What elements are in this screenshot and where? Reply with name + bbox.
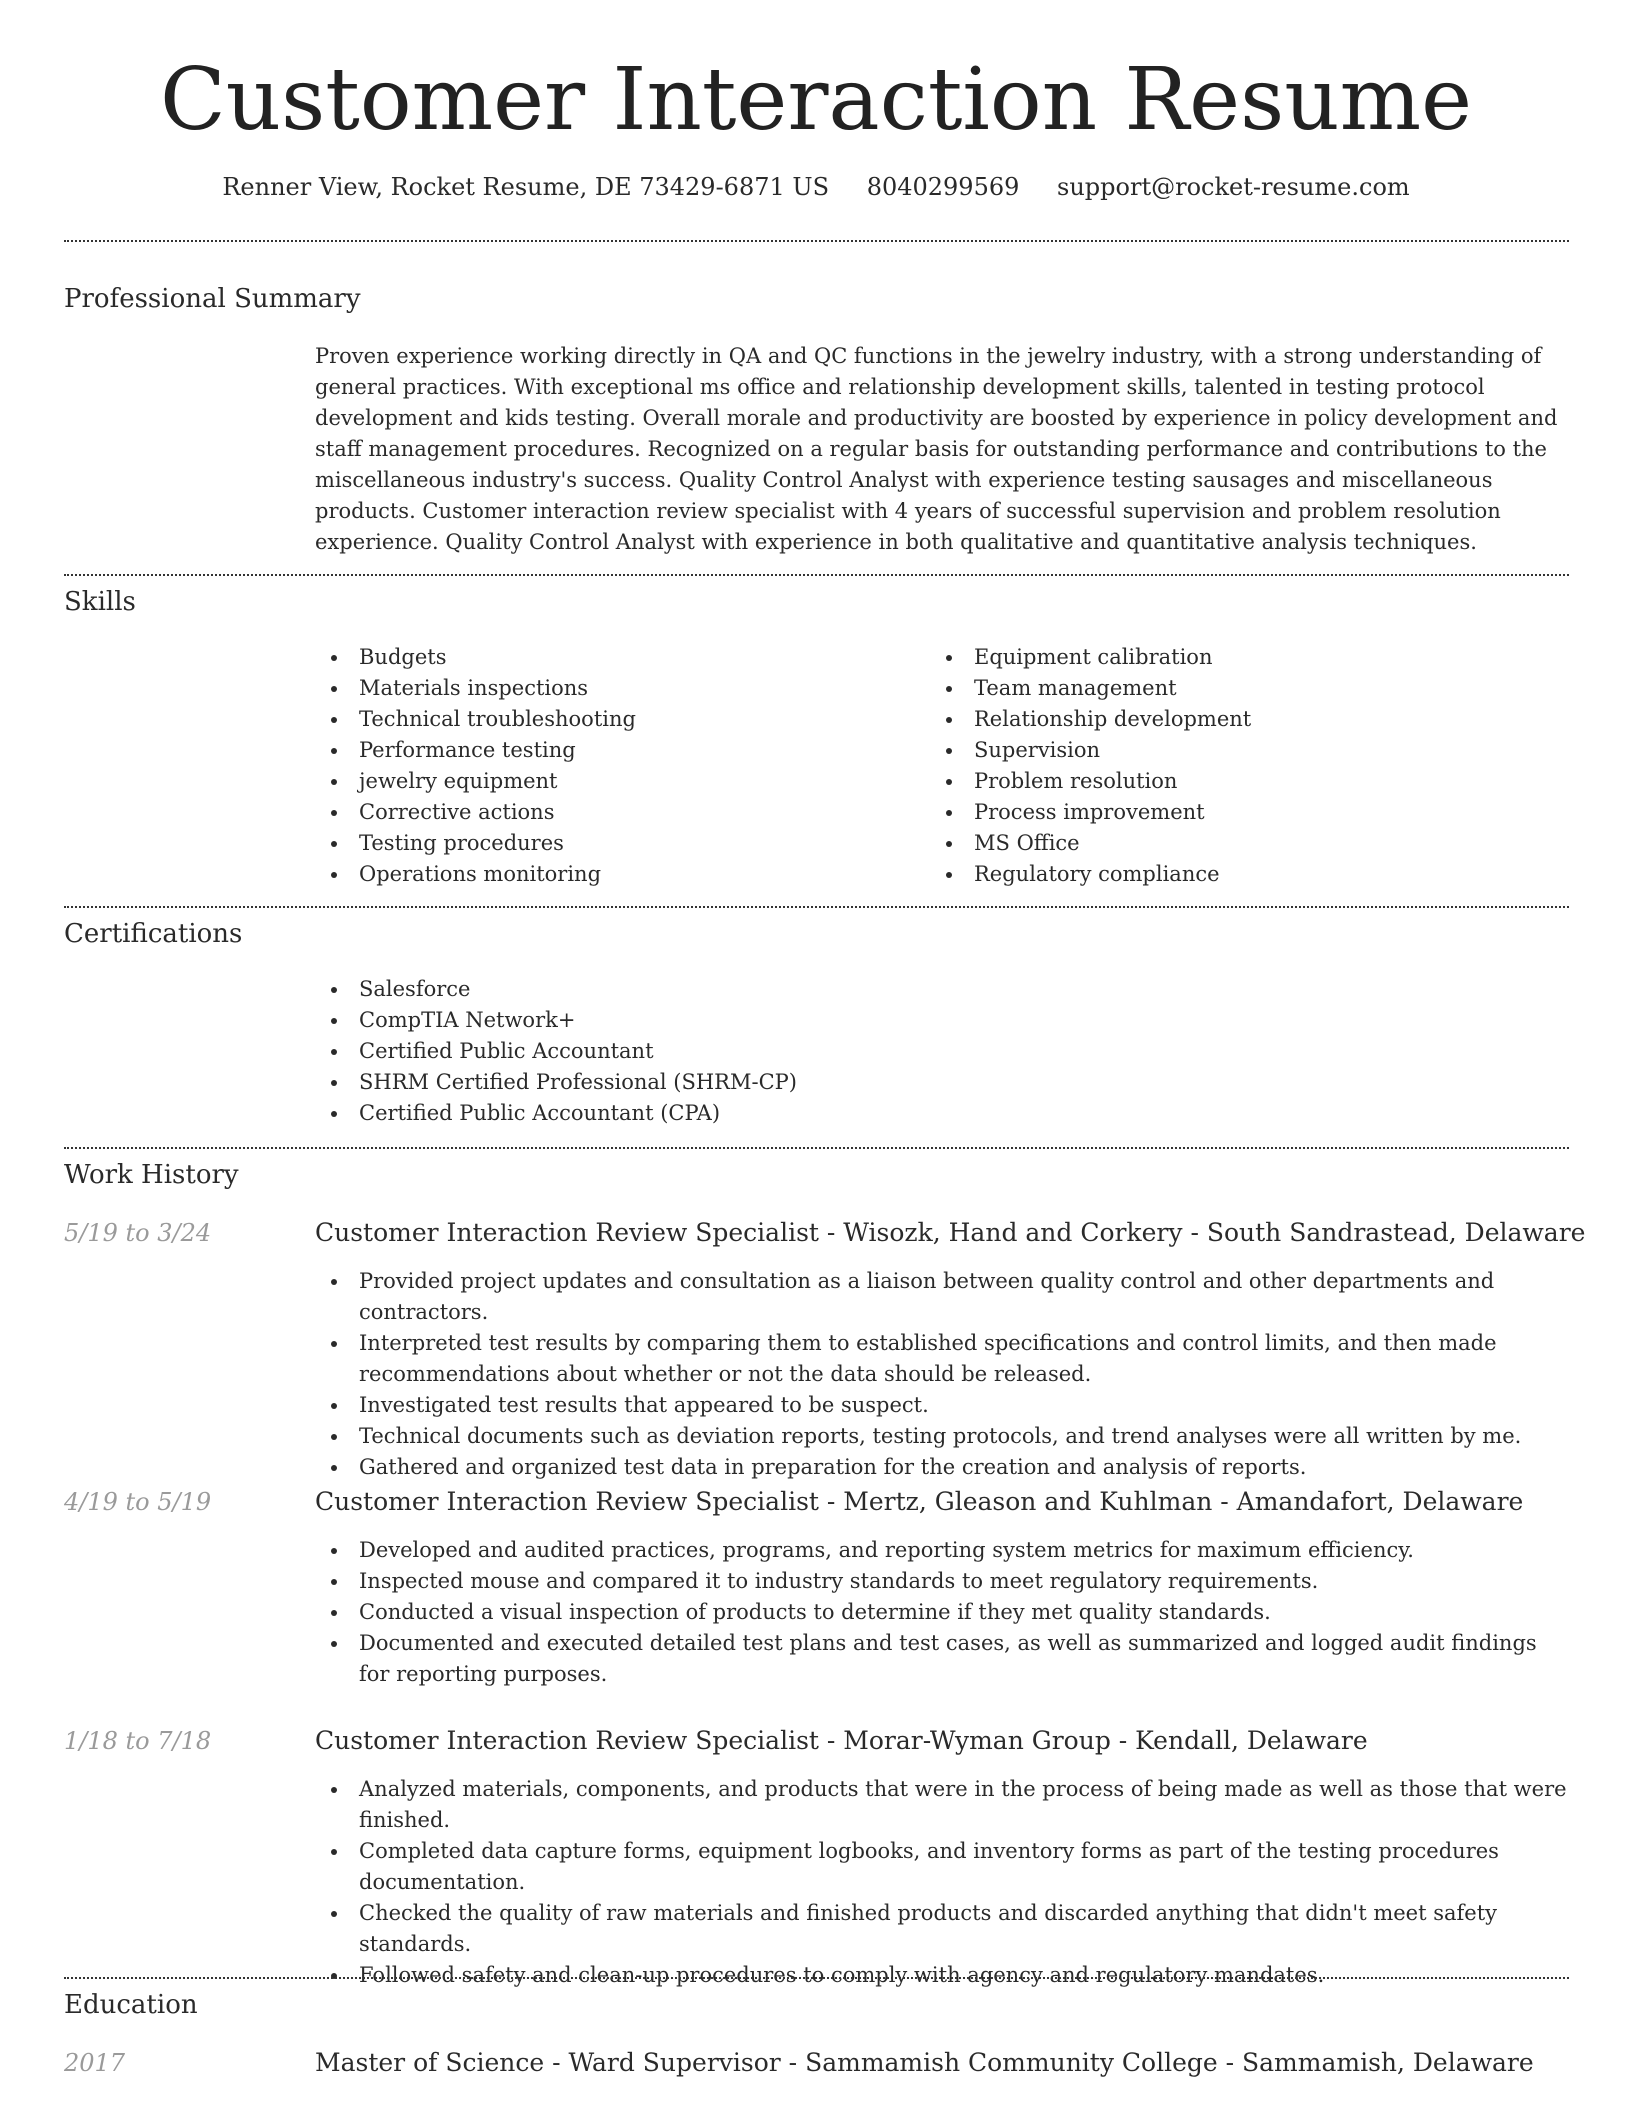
job-bullet: Developed and audited practices, programs, and reporting system metrics for maximum efficiency. (315, 1535, 1570, 1566)
skill-item: jewelry equipment (315, 766, 915, 797)
divider (64, 1977, 1569, 1979)
skill-item: Supervision (930, 735, 1530, 766)
certification-item: SHRM Certified Professional (SHRM-CP) (315, 1067, 1215, 1098)
skill-item: Technical troubleshooting (315, 704, 915, 735)
education-year: 2017 (64, 2049, 126, 2077)
skill-item: Problem resolution (930, 766, 1530, 797)
job-bullet: Analyzed materials, components, and products that were in the process of being made as well as those that were finished. (315, 1774, 1570, 1836)
divider (64, 906, 1569, 908)
job-bullets (315, 1266, 1570, 1483)
job-bullet: Followed safety and clean-up procedures to comply with agency and regulatory mandates. (315, 1960, 1570, 1991)
section-heading-skills: Skills (64, 587, 136, 617)
job-bullet: Provided project updates and consultation as a liaison between quality control and other departments and contractors. (315, 1266, 1570, 1328)
job-bullet: Conducted a visual inspection of products to determine if they met quality standards. (315, 1597, 1570, 1628)
skills-column-right (930, 642, 1530, 890)
divider (64, 1147, 1569, 1149)
job-bullets (315, 1774, 1570, 1991)
section-heading-work-history: Work History (64, 1160, 239, 1190)
job-bullet: Gathered and organized test data in preparation for the creation and analysis of reports. (315, 1452, 1570, 1483)
skill-item: MS Office (930, 828, 1530, 859)
skill-item: Performance testing (315, 735, 915, 766)
certification-item: CompTIA Network+ (315, 1005, 1215, 1036)
skill-item: Relationship development (930, 704, 1530, 735)
section-heading-summary: Professional Summary (64, 284, 361, 314)
job-dates: 1/18 to 7/18 (64, 1727, 212, 1755)
skill-item: Budgets (315, 642, 915, 673)
job-title: Customer Interaction Review Specialist - Wisozk, Hand and Corkery - South Sandrastead, Delaware (315, 1218, 1586, 1247)
job-title: Customer Interaction Review Specialist - Morar-Wyman Group - Kendall, Delaware (315, 1726, 1368, 1755)
job-bullet: Checked the quality of raw materials and finished products and discarded anything that didn't meet safety standards. (315, 1898, 1570, 1960)
skill-item: Testing procedures (315, 828, 915, 859)
skill-item: Corrective actions (315, 797, 915, 828)
job-bullet: Completed data capture forms, equipment logbooks, and inventory forms as part of the testing procedures documentation. (315, 1836, 1570, 1898)
certification-item: Certified Public Accountant (315, 1036, 1215, 1067)
job-title: Customer Interaction Review Specialist - Mertz, Gleason and Kuhlman - Amandafort, Delaware (315, 1487, 1524, 1516)
summary-text: Proven experience working directly in QA and QC functions in the jewelry industry, with a strong understanding of general practices. With exceptional ms office and relationship development skills, talented in testing protocol development and kids testing. Overall morale and productivity are boosted by experience in policy development and staff management procedures. Recognized on a regular basis for outstanding performance and contributions to the miscellaneous industry's success. Quality Control Analyst with experience testing sausages and miscellaneous products. Customer interaction review specialist with 4 years of successful supervision and problem resolution experience. Quality Control Analyst with experience in both qualitative and quantitative analysis techniques. (315, 344, 1558, 554)
skill-item: Equipment calibration (930, 642, 1530, 673)
skill-item: Process improvement (930, 797, 1530, 828)
skill-item: Materials inspections (315, 673, 915, 704)
job-bullet: Interpreted test results by comparing them to established specifications and control limits, and then made recommendations about whether or not the data should be released. (315, 1328, 1570, 1390)
divider (64, 574, 1569, 576)
section-heading-education: Education (64, 1990, 198, 2020)
job-bullets (315, 1535, 1570, 1690)
job-dates: 5/19 to 3/24 (64, 1219, 212, 1247)
job-dates: 4/19 to 5/19 (64, 1488, 212, 1516)
skills-column-left (315, 642, 915, 890)
section-heading-certifications: Certifications (64, 919, 243, 949)
skill-item: Team management (930, 673, 1530, 704)
job-bullet: Documented and executed detailed test plans and test cases, as well as summarized and logged audit findings for reporting purposes. (315, 1628, 1570, 1690)
skill-item: Operations monitoring (315, 859, 915, 890)
job-bullet: Technical documents such as deviation reports, testing protocols, and trend analyses were all written by me. (315, 1421, 1570, 1452)
contact-email: support@rocket-resume.com (1057, 173, 1410, 201)
contact-phone: 8040299569 (866, 173, 1020, 201)
contact-line (0, 170, 1632, 204)
resume-title: Customer Interaction Resume (159, 50, 1473, 150)
divider (64, 240, 1569, 242)
education-title: Master of Science - Ward Supervisor - Sammamish Community College - Sammamish, Delaware (315, 2048, 1534, 2077)
certifications-list (315, 974, 1215, 1129)
certification-item: Certified Public Accountant (CPA) (315, 1098, 1215, 1129)
job-bullet: Investigated test results that appeared to be suspect. (315, 1390, 1570, 1421)
job-bullet: Inspected mouse and compared it to industry standards to meet regulatory requirements. (315, 1566, 1570, 1597)
certification-item: Salesforce (315, 974, 1215, 1005)
skill-item: Regulatory compliance (930, 859, 1530, 890)
contact-address: Renner View, Rocket Resume, DE 73429-6871 US (222, 173, 830, 201)
